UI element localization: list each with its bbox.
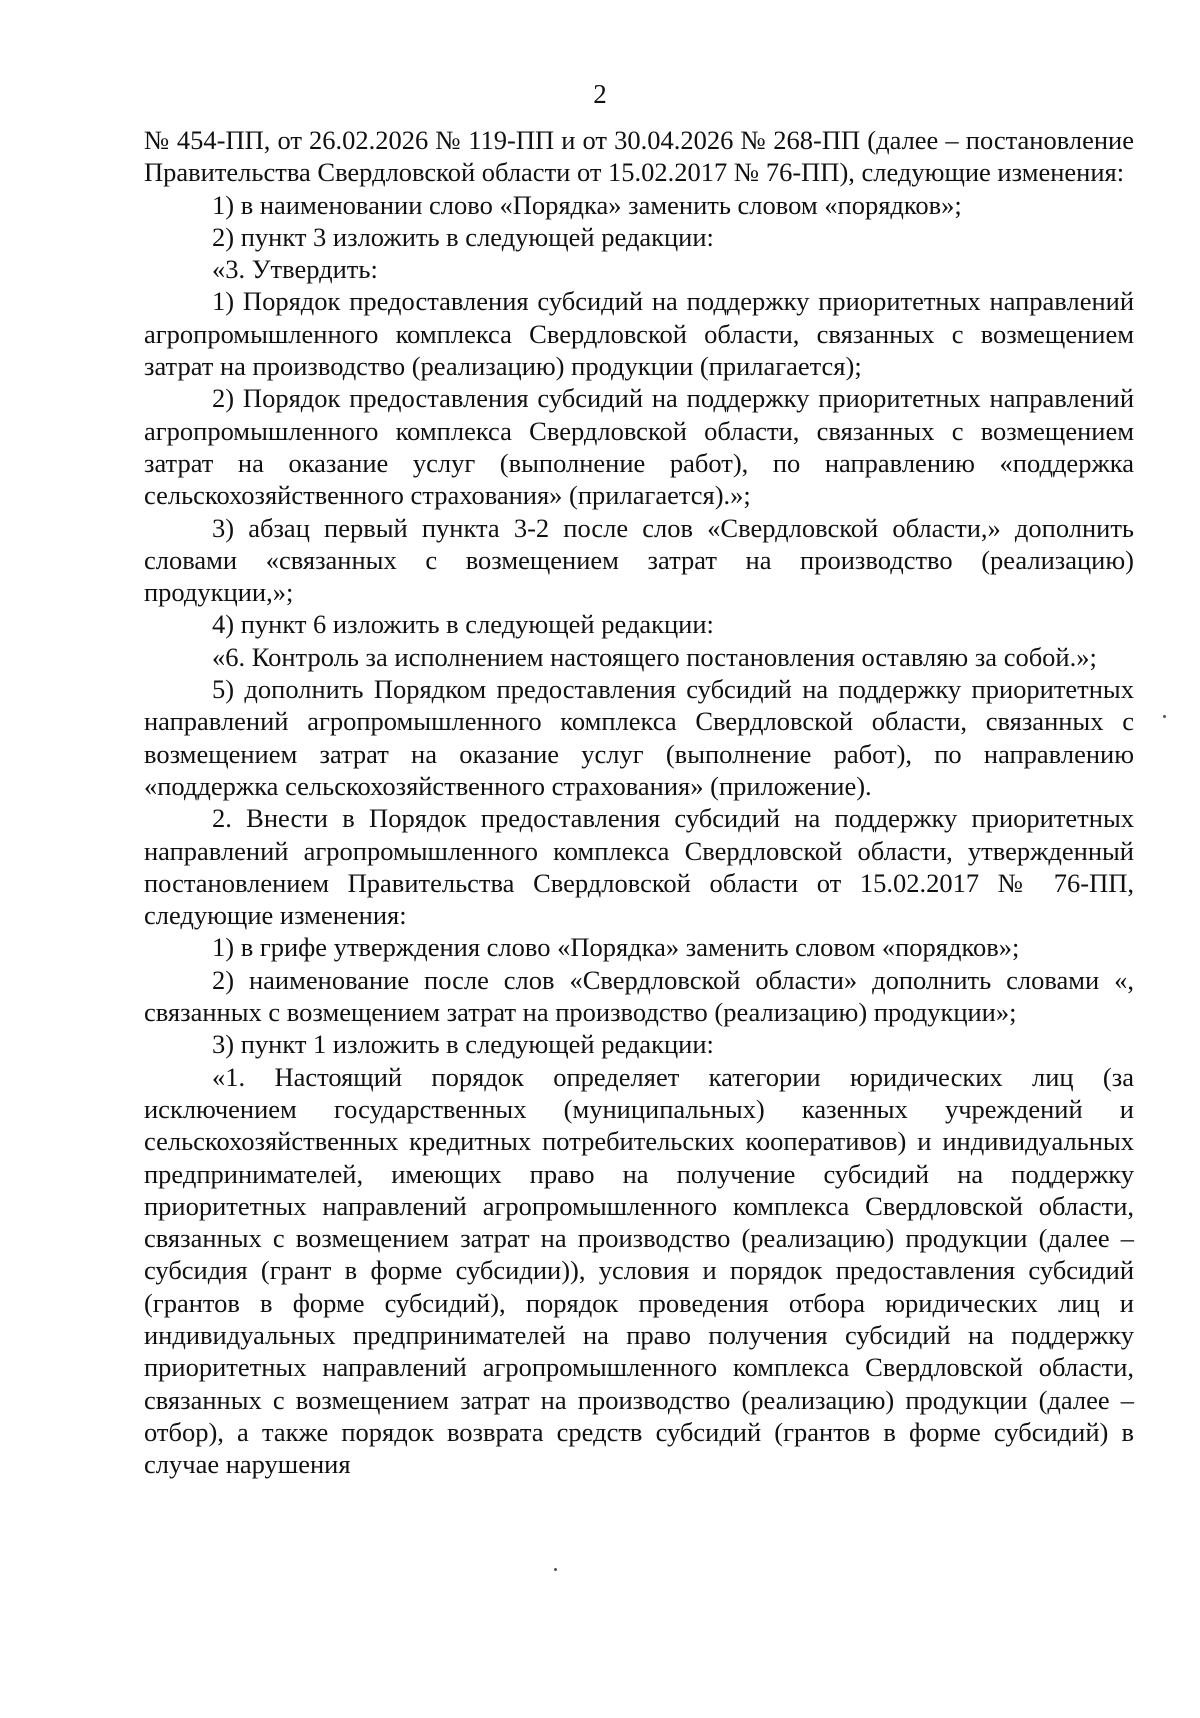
paragraph-approve: «3. Утвердить: [212, 254, 378, 285]
paragraph-item-3-point3-2: 3) абзац первый пункта 3-2 после слов «Свердловской области,» дополнить словами «связанных с возмещением затрат на производство (реализацию) продукции,»; [144, 512, 1134, 608]
paragraph-item-1-title: 1) в наименовании слово «Порядка» заменить словом «порядков»; [212, 189, 962, 220]
scan-speck [1163, 715, 1166, 718]
paragraph-item-2-point3: 2) пункт 3 изложить в следующей редакции: [212, 221, 714, 252]
paragraph-item-4-point6: 4) пункт 6 изложить в следующей редакции: [212, 609, 714, 640]
page-number: 2 [593, 79, 607, 109]
paragraph-s2-item-1: 1) в грифе утверждения слово «Порядка» заменить словом «порядков»; [212, 932, 1020, 963]
paragraph-section-2: 2. Внести в Порядок предоставления субсидий на поддержку приоритетных направлений агропромышленного комплекса Свердловской области, утвержденный постановлением Правительства Свердловской области от 15.02.2017 № 76-ПП, следующие изменения: [144, 803, 1134, 931]
paragraph-s2-item-3: 3) пункт 1 изложить в следующей редакции: [212, 1029, 714, 1060]
paragraph-approve-order-1: 1) Порядок предоставления субсидий на поддержку приоритетных направлений агропромышленного комплекса Свердловской области, связанных с возмещением затрат на производство (реализацию) продукции (прилагается); [144, 286, 1134, 382]
paragraph-item-5-supplement: 5) дополнить Порядком предоставления субсидий на поддержку приоритетных направлений агропромышленного комплекса Свердловской области, связанных с возмещением затрат на оказание услуг (выполнение работ), по направлению «поддержка сельскохозяйственного страхования» (приложение). [144, 674, 1134, 801]
paragraph-s2-item-2: 2) наименование после слов «Свердловской области» дополнить словами «, связанных с возмещением затрат на производство (реализацию) продукции»; [144, 964, 1134, 1028]
scan-speck [554, 1568, 557, 1571]
paragraph-continuation: № 454-ПП, от 26.02.2026 № 119-ПП и от 30.04.2026 № 268-ПП (далее – постановление Правительства Свердловской области от 15.02.2017 № 76-ПП), следующие изменения: [144, 125, 1134, 188]
document-body [144, 124, 1134, 1480]
paragraph-control: «6. Контроль за исполнением настоящего постановления оставляю за собой.»; [212, 641, 1097, 672]
paragraph-approve-order-2: 2) Порядок предоставления субсидий на поддержку приоритетных направлений агропромышленного комплекса Свердловской области, связанных с возмещением затрат на оказание услуг (выполнение работ), по направлению «поддержка сельскохозяйственного страхования» (прилагается).»; [144, 383, 1134, 511]
paragraph-point1-text: «1. Настоящий порядок определяет категории юридических лиц (за исключением государственных (муниципальных) казенных учреждений и сельскохозяйственных кредитных потребительских кооперативов) и индивидуальных предпринимателей, имеющих право на получение субсидий на поддержку приоритетных направлений агропромышленного комплекса Свердловской области, связанных с возмещением затрат на производство (реализацию) продукции (далее – субсидия (грант в форме субсидии)), условия и порядок предоставления субсидий (грантов в форме субсидий), порядок проведения отбора юридических лиц и индивидуальных предпринимателей на право получения субсидий на поддержку приоритетных направлений агропромышленного комплекса Свердловской области, связанных с возмещением затрат на производство (реализацию) продукции (далее – отбор), а также порядок возврата средств субсидий (грантов в форме субсидий) в случае нарушения [144, 1061, 1134, 1480]
